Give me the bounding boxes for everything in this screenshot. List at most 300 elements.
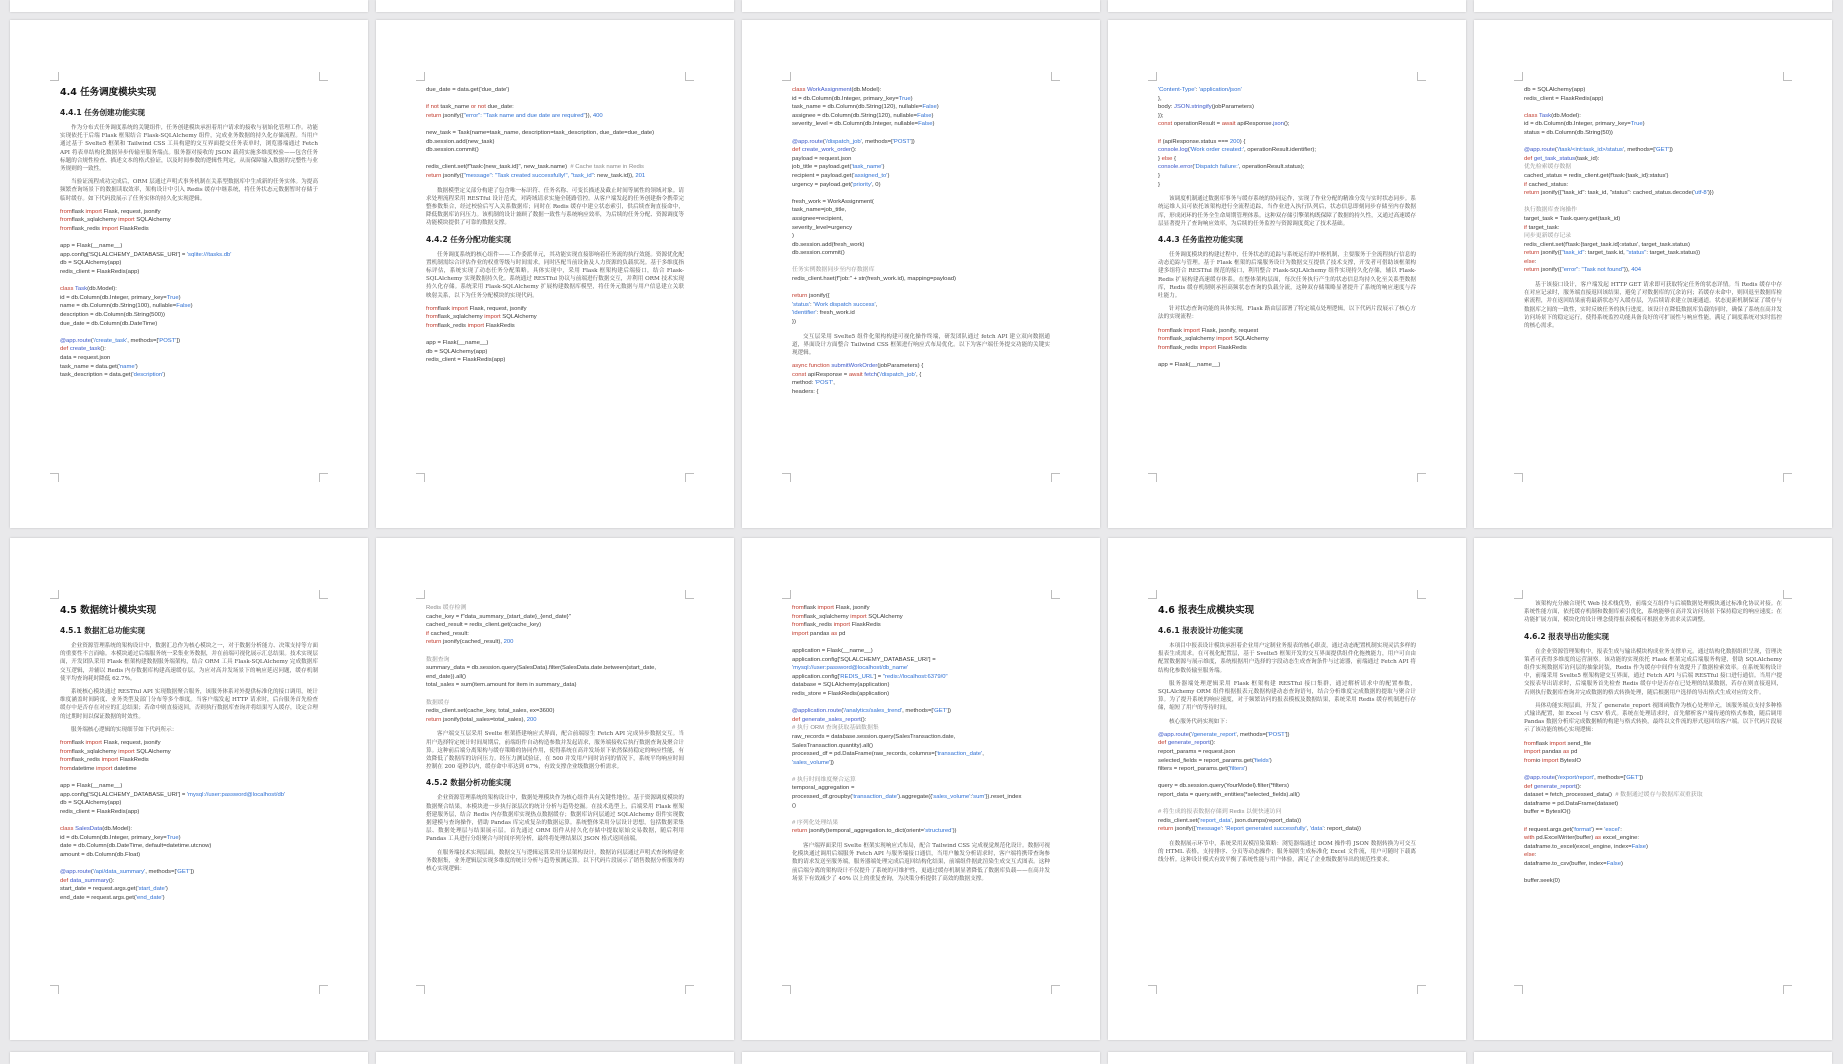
code-token: }, bbox=[1158, 95, 1162, 102]
code-token: redis_client.set(f'task:{target_task.id}:status', target_task.status) bbox=[1524, 241, 1690, 248]
code-token: body: bbox=[1158, 104, 1175, 111]
code-token: send_file bbox=[1565, 740, 1592, 747]
code-token: from bbox=[60, 740, 72, 747]
document-page-10[interactable] bbox=[1474, 538, 1832, 1040]
code-token: )}) bbox=[1707, 190, 1714, 197]
code-token: ]) bbox=[911, 138, 915, 145]
code-line bbox=[426, 103, 684, 112]
code-token: : bbox=[809, 301, 814, 308]
code-line bbox=[1158, 155, 1416, 164]
code-token: 'GET' bbox=[1625, 775, 1640, 782]
code-line bbox=[426, 331, 684, 340]
subsection-heading: 4.4.1 任务创建功能实现 bbox=[60, 108, 146, 117]
code-token: task_name=job_title, bbox=[792, 207, 847, 214]
code-token: def bbox=[60, 877, 69, 884]
code-token: True bbox=[898, 95, 911, 102]
code-line bbox=[1524, 266, 1782, 275]
code-token: : target_task.id, bbox=[1584, 250, 1627, 257]
code-token: pd bbox=[1569, 749, 1578, 756]
code-line bbox=[60, 842, 318, 851]
code-line bbox=[60, 208, 318, 217]
code-line bbox=[1524, 112, 1782, 121]
code-line bbox=[1158, 808, 1416, 817]
code-token: False bbox=[918, 121, 933, 128]
code-line bbox=[792, 690, 1050, 699]
code-line bbox=[426, 656, 684, 665]
code-line bbox=[426, 356, 684, 365]
code-token: , methods=[ bbox=[127, 337, 159, 344]
code-token: jsonify({ bbox=[441, 112, 464, 119]
code-line bbox=[60, 756, 318, 765]
code-token: : bbox=[1620, 826, 1622, 833]
code-line bbox=[792, 647, 1050, 656]
code-token: as bbox=[1594, 835, 1602, 842]
code-token: import bbox=[1524, 749, 1541, 756]
code-token: , json.dumps(report_data)) bbox=[1231, 817, 1302, 824]
code-token: if not bbox=[426, 104, 439, 111]
page-strip-top-3 bbox=[742, 0, 1100, 12]
code-token: redis_client.set( bbox=[1158, 817, 1200, 824]
document-page-9[interactable] bbox=[1108, 538, 1466, 1040]
code-line bbox=[1524, 138, 1782, 147]
code-token: @app.route bbox=[1524, 775, 1555, 782]
code-token: def bbox=[792, 716, 801, 723]
page-content bbox=[792, 600, 1050, 984]
code-token: app.config['SQLALCHEMY_DATABASE_URI'] = bbox=[60, 251, 187, 258]
code-line bbox=[426, 707, 684, 716]
code-token: 'Report generated successfully' bbox=[1225, 826, 1307, 833]
code-line bbox=[426, 163, 684, 172]
code-token: "redis://localhost:6379/0" bbox=[882, 673, 948, 680]
code-line bbox=[792, 742, 1050, 751]
body-paragraph: 任务调度系统的核心组件——工作委派单元，其功能实现直接影响着任务流的执行效能。资源优化配置机制需综合评估作业的权重等级与时间需求，同时匹配当前设备及人力资源的负载状况。基于多维度指标评估，系统实现了动态任务分配策略。具体实现中，采用 Flask 框架构建后端接口，结合 Flask-SQLAlchemy 实现数据持久化。系统通过 RESTful 协议与前端进行数据交互，并利用 ORM 技术实现持久化存储。系统采用 Flask-SQLAlchemy 扩展构建数据库模型，将任务元数据与用户信息建立关联映射关系，以下为任务分配模块的实现代码。 bbox=[426, 251, 684, 299]
code-token: pandas bbox=[1540, 749, 1563, 756]
code-line bbox=[60, 285, 318, 294]
code-token: 'excel' bbox=[1604, 826, 1621, 833]
code-line bbox=[426, 146, 684, 155]
code-token: 'identifier' bbox=[792, 310, 817, 317]
code-token: } bbox=[1158, 181, 1160, 188]
code-line bbox=[426, 673, 684, 682]
code-block bbox=[426, 604, 684, 724]
code-token: @application.route bbox=[792, 708, 842, 715]
code-token: @app.route bbox=[792, 138, 823, 145]
code-token: ) bbox=[163, 372, 166, 379]
code-token: import bbox=[1542, 757, 1559, 764]
section-heading: 4.6 报表生成模块实现 bbox=[1158, 605, 1255, 616]
code-line bbox=[1524, 843, 1782, 852]
code-token: db = SQLAlchemy(app) bbox=[60, 800, 122, 807]
page-strip-bottom-5 bbox=[1474, 1052, 1832, 1064]
code-token: ]) bbox=[1639, 775, 1644, 782]
code-token: '/analytics/sales_trend' bbox=[843, 708, 903, 715]
document-page-4[interactable] bbox=[1108, 20, 1466, 528]
code-token: , operationResult.identifier); bbox=[1243, 147, 1317, 154]
code-token: const bbox=[792, 371, 807, 378]
code-token: target_task = Task.query.get(task_id) bbox=[1524, 215, 1621, 222]
body-paragraph: 该架构充分融合现代 Web 技术栈优势，前端交互组件与后端数据处理模块通过标准化协议对接。在系统性能方面，依托缓存机制和数据库索引优化，系统能够在高并发访问场景下保持稳定的响应速度；在功能扩展方面，模块化的设计理念使得报表模板可根据业务需求灵活调整。 bbox=[1524, 601, 1782, 624]
code-token: }); bbox=[1158, 112, 1164, 119]
code-token: status = db.Column(db.String(50)) bbox=[1524, 129, 1613, 136]
code-token: date = db.Column(db.DateTime, default=datetime.utcnow) bbox=[60, 843, 212, 850]
code-token: pandas bbox=[808, 630, 831, 637]
code-token: return bbox=[1524, 250, 1540, 257]
code-token: due_date = data.get('due_date') bbox=[426, 87, 510, 93]
code-block bbox=[60, 208, 318, 380]
code-token: ) bbox=[135, 363, 138, 370]
code-token: FlaskRedis bbox=[117, 226, 149, 233]
code-token: class bbox=[1524, 112, 1538, 119]
code-token: 200 bbox=[526, 716, 537, 723]
code-token: redis_client = FlaskRedis(app) bbox=[1524, 95, 1604, 102]
subsection-heading: 4.6.1 报表设计功能实现 bbox=[1158, 626, 1244, 635]
code-line bbox=[60, 234, 318, 243]
code-line bbox=[792, 379, 1050, 388]
code-token: : bbox=[1534, 258, 1537, 265]
code-token: ( bbox=[90, 337, 93, 344]
code-token: from bbox=[426, 305, 438, 312]
code-block bbox=[1158, 86, 1416, 189]
code-token: 200 bbox=[1229, 138, 1240, 145]
body-paragraph: 本项目中报表设计模块承担着企业用户定制业务报表的核心职责，通过动态配置机制实现灵活多样的报表生成需求。在可视化配置层，基于 Svelte5 框架开发的交互界面提供组件化拖拽能力，用户可自由配置数据源与展示维度，系统根据用户选择的字段动态生成查询条件与过滤器，前端通过 Fetch API 将结构化参数传输至服务端。 bbox=[1158, 643, 1416, 674]
code-token: flask_redis bbox=[803, 622, 834, 629]
code-token: { bbox=[1172, 155, 1177, 162]
code-token: import bbox=[118, 217, 135, 224]
code-line bbox=[792, 664, 1050, 673]
code-token: dataset = fetch_processed_data() bbox=[1524, 792, 1616, 799]
code-token: 'POST' bbox=[158, 337, 177, 344]
code-line bbox=[1524, 783, 1782, 792]
code-token: if bbox=[1524, 224, 1527, 231]
code-token: name = db.Column(db.String(100), nullable= bbox=[60, 303, 177, 310]
code-line bbox=[792, 793, 1050, 802]
code-line bbox=[426, 348, 684, 357]
code-line bbox=[792, 604, 1050, 613]
code-line bbox=[792, 301, 1050, 310]
code-token: 'POST' bbox=[814, 380, 834, 387]
document-page-5[interactable] bbox=[1474, 20, 1832, 528]
code-token: ( bbox=[1187, 147, 1190, 154]
code-token: , bbox=[1306, 826, 1310, 833]
code-token: Flask, request, jsonify bbox=[101, 208, 161, 215]
code-token: 同步更新缓存记录 bbox=[1524, 233, 1572, 240]
code-token: import bbox=[1183, 327, 1200, 334]
code-token: class bbox=[60, 825, 74, 832]
code-token: flask bbox=[437, 305, 452, 312]
code-block bbox=[1158, 731, 1416, 834]
code-block bbox=[1158, 327, 1416, 370]
code-token: as bbox=[1562, 749, 1570, 756]
code-token: , bbox=[833, 380, 835, 387]
code-token: urgency = payload.get( bbox=[792, 181, 853, 188]
code-token: 'format' bbox=[1573, 826, 1593, 833]
code-token: (): bbox=[1575, 783, 1582, 790]
code-token: application = Flask(__name__) bbox=[792, 647, 873, 654]
code-token: ) bbox=[932, 121, 935, 128]
code-token: : bbox=[970, 794, 973, 801]
code-token: import bbox=[792, 630, 809, 637]
code-line bbox=[792, 733, 1050, 742]
code-token: from bbox=[1158, 327, 1170, 334]
code-token: # 执行时间维度聚合运算 bbox=[792, 776, 856, 783]
code-token: buffer.seek(0) bbox=[1524, 878, 1560, 885]
code-token: ( bbox=[1554, 147, 1557, 154]
code-token: SQLAlchemy bbox=[866, 613, 903, 620]
code-token: import bbox=[85, 740, 102, 747]
code-line bbox=[792, 103, 1050, 112]
code-line bbox=[60, 825, 318, 834]
code-token: } bbox=[1158, 172, 1160, 179]
code-line bbox=[1158, 327, 1416, 336]
code-line bbox=[792, 759, 1050, 768]
code-token: jsonify({ bbox=[1539, 267, 1562, 274]
code-token: (db.Model): bbox=[851, 87, 882, 93]
code-token: import bbox=[817, 605, 834, 611]
code-token: '/generate_report' bbox=[1190, 731, 1237, 738]
code-token: }) bbox=[792, 319, 796, 326]
code-token: Flask, jsonify bbox=[833, 605, 870, 611]
subsection-heading: 4.6.2 报表导出功能实现 bbox=[1524, 631, 1610, 641]
code-token: flask bbox=[1535, 740, 1550, 747]
code-line bbox=[792, 827, 1050, 836]
code-token: flask_sqlalchemy bbox=[1169, 336, 1217, 343]
code-line bbox=[1524, 215, 1782, 224]
code-line bbox=[792, 112, 1050, 121]
document-page-6[interactable] bbox=[10, 538, 368, 1040]
code-token: , methods=[ bbox=[145, 868, 177, 875]
code-line bbox=[1524, 808, 1782, 817]
code-token: import bbox=[96, 765, 113, 772]
code-token: severity_level = db.Column(db.Integer, nullable= bbox=[792, 121, 919, 128]
code-token: return bbox=[426, 112, 442, 119]
code-token: 'GET' bbox=[933, 708, 948, 715]
code-token: SalesTransaction.quantity).all() bbox=[792, 742, 873, 749]
code-line bbox=[1524, 198, 1782, 207]
code-token: , 0) bbox=[872, 181, 881, 188]
code-token: app = Flask(__name__) bbox=[426, 340, 489, 347]
code-token: 'sqlite:///tasks.db' bbox=[186, 251, 232, 258]
code-token: db.session.commit() bbox=[426, 147, 479, 154]
code-token: jsonify({ bbox=[807, 293, 830, 300]
code-token: jsonify({ bbox=[1173, 826, 1196, 833]
code-token: 'end_date' bbox=[135, 894, 163, 901]
code-line bbox=[1158, 825, 1416, 834]
page-strip-bottom-4 bbox=[1108, 1052, 1466, 1064]
code-token: (): bbox=[100, 346, 106, 353]
code-token: : bbox=[1221, 826, 1226, 833]
code-token: redis_client.hset(f"job:" + str(fresh_work.id), mapping=payload) bbox=[792, 276, 956, 283]
code-token: get_task_status bbox=[1533, 155, 1576, 162]
code-line bbox=[60, 748, 318, 757]
code-token: filters = report_params.get( bbox=[1158, 766, 1229, 773]
code-line bbox=[792, 388, 1050, 397]
code-token: , methods=[ bbox=[861, 138, 893, 145]
page-strip-top-1 bbox=[10, 0, 368, 12]
code-token: # 执行 ORM 查询获取基础数据集 bbox=[792, 725, 879, 732]
code-token: , methods=[ bbox=[902, 708, 934, 715]
code-token: from bbox=[426, 322, 438, 329]
code-token: id = db.Column(db.Integer, primary_key= bbox=[792, 95, 899, 102]
code-line bbox=[1158, 138, 1416, 147]
code-token: FlaskRedis bbox=[849, 622, 881, 629]
code-token: ) bbox=[1642, 121, 1645, 128]
code-line bbox=[792, 613, 1050, 622]
code-line bbox=[1524, 826, 1782, 835]
code-token: 'priority' bbox=[852, 181, 873, 188]
code-line bbox=[1524, 155, 1782, 164]
code-token: db = SQLAlchemy(app) bbox=[1524, 87, 1586, 93]
code-token: import bbox=[85, 208, 102, 215]
code-token: due_date: bbox=[485, 104, 514, 111]
code-token: or not bbox=[470, 104, 486, 111]
code-token: flask_sqlalchemy bbox=[71, 217, 119, 224]
subsection-heading: 4.4.3 任务监控功能实现 bbox=[1158, 234, 1244, 244]
code-line bbox=[1524, 120, 1782, 129]
code-token: ( bbox=[822, 138, 825, 145]
code-token: 'structured' bbox=[924, 828, 953, 835]
subsection-heading: 4.5.1 数据汇总功能实现 bbox=[60, 626, 146, 635]
code-token: (apiResponse.status === bbox=[1160, 138, 1230, 145]
code-token: import bbox=[451, 305, 468, 312]
code-line bbox=[792, 224, 1050, 233]
code-token: }).reset_index bbox=[985, 794, 1022, 801]
code-token: return bbox=[426, 639, 442, 646]
code-line bbox=[1158, 782, 1416, 791]
code-token: redis_client = FlaskRedis(app) bbox=[60, 268, 140, 275]
code-line bbox=[792, 292, 1050, 301]
document-page-7[interactable] bbox=[376, 538, 734, 1040]
code-line bbox=[1158, 739, 1416, 748]
code-token: json bbox=[1273, 121, 1284, 128]
code-token: 数据查询 bbox=[426, 656, 450, 663]
code-token: if bbox=[1524, 181, 1527, 188]
code-token: assignee = db.Column(db.String(120), nullable= bbox=[792, 112, 918, 119]
code-line bbox=[60, 894, 318, 903]
code-token: , operationResult.status); bbox=[1238, 164, 1305, 171]
code-line bbox=[792, 275, 1050, 284]
code-line bbox=[792, 266, 1050, 275]
code-token: else bbox=[1524, 852, 1535, 859]
code-token: 404 bbox=[1631, 267, 1642, 274]
code-token: amount = db.Column(db.Float) bbox=[60, 851, 141, 858]
subsection-heading: 4.5.2 数据分析功能实现 bbox=[426, 778, 512, 788]
code-token: const bbox=[1158, 121, 1173, 128]
code-token: 'sum' bbox=[972, 794, 986, 801]
code-token: , methods=[ bbox=[1594, 775, 1626, 782]
code-token: return bbox=[1524, 267, 1540, 274]
code-line bbox=[1158, 112, 1416, 121]
code-block bbox=[426, 305, 684, 365]
code-token: generate_sales_report bbox=[801, 716, 861, 723]
code-line bbox=[60, 268, 318, 277]
page-strip-top-4 bbox=[1108, 0, 1466, 12]
body-paragraph: 客户端界面采用 Svelte 框架实现响应式布局，配合 Tailwind CSS 完成视觉规范化设计。数据可视化模块通过调用后端服务 Fetch API 与服务端接口通信，当用户触发分析请求时，客户端将携带查询参数的请求发送至服务端，服务器端处理完成后返回结构化结果，前端组件据此渲染生成交互式图表。这种前后端分离的架构设计不仅提升了系统的可维护性，更通过缓存机制显著降低了数据库负载——在高并发场景下有效减少了 40% 以上的重复查询，为决策分析提供了高效的数据支撑。 bbox=[792, 843, 1050, 882]
code-token: () bbox=[792, 802, 796, 809]
code-token: redis_client.set(cache_key, total_sales, ex=3600) bbox=[426, 708, 555, 715]
code-line bbox=[1158, 103, 1416, 112]
code-line bbox=[1524, 172, 1782, 181]
code-token: def bbox=[1524, 155, 1533, 162]
code-line bbox=[792, 95, 1050, 104]
code-token: datetime bbox=[112, 765, 137, 772]
code-token: db.session.commit() bbox=[792, 250, 845, 257]
code-token: summary_data = db.session.query(SalesData).filter(SalesData.date.between(start_date, bbox=[426, 665, 657, 672]
document-page-3[interactable] bbox=[742, 20, 1100, 528]
code-token: report_data = query.with_entities(*selected_fields).all() bbox=[1158, 791, 1300, 798]
code-token: def bbox=[1158, 740, 1167, 747]
code-line bbox=[1158, 748, 1416, 757]
code-line bbox=[1524, 189, 1782, 198]
code-line bbox=[426, 681, 684, 690]
body-paragraph: 在数据展示环节中，系统采用双模渲染策略：浏览器端通过 DOM 操作将 JSON 数据转换为可交互的 HTML 表格，支持排序、分页等动态操作；服务端则生成标准化 Excel 文件流，用户可随时下载离线分析。这种设计模式有效平衡了系统性能与用户体验，满足了企业级数据导出的规范性要求。 bbox=[1158, 840, 1416, 864]
code-token: flask bbox=[1169, 327, 1184, 334]
code-line bbox=[792, 232, 1050, 241]
code-token: 'GET' bbox=[1654, 147, 1670, 154]
document-page-8[interactable] bbox=[742, 538, 1100, 1040]
code-token: ) bbox=[1645, 843, 1648, 850]
code-token: 'Work order created:' bbox=[1189, 147, 1244, 154]
code-token: 'status' bbox=[792, 301, 810, 308]
code-line bbox=[60, 773, 318, 782]
code-token: , methods=[ bbox=[1236, 731, 1268, 738]
code-token: await bbox=[1221, 121, 1236, 128]
body-paragraph: 客户端交互层采用 Svelte 框架搭建响应式界面，配合前端原生 Fetch API 完成异步数据交互。当用户选择特定统计时间周期后，前端组件自动构造参数并发起请求，服务端接收后执行数据查询及聚合计算。这种前后端分离架构与缓存策略的协同作用，使得系统在高并发场景下依然保持稳定的响应性能，有效降低了数据库的访问压力。经压力测试验证，在 500 并发用户同时访问的情况下，系统平均响应时间控制在 200 毫秒以内，缓存命中率达到 67%，有效支撑企业级数据分析需求。 bbox=[426, 731, 684, 771]
code-token: from bbox=[792, 605, 804, 611]
code-line bbox=[1524, 146, 1782, 155]
code-token: SQLAlchemy bbox=[134, 217, 171, 224]
code-line bbox=[60, 251, 318, 260]
code-token: Task bbox=[74, 286, 88, 293]
code-line bbox=[1524, 740, 1782, 749]
body-paragraph: 基于该接口设计，客户端发起 HTTP GET 请求即可获取特定任务的状态详情。当 Redis 缓存中存在对应记录时，服务端直接返回该结果，避免了对数据库的冗余访问；若缓存未命中，则回退至数据库检索流程，并在返回结果前将最新状态写入缓存层，为后续请求建立加速通道。状态更新机制保证了缓存与数据库之间的一致性，实时反映任务的执行进度。该设计在降低数据库负载的同时，确保了系统在高并发访问场景下的稳定运行，使得系统监控功能具备良好的可扩展性与响应性能，满足了调度系统对实时监控的核心需求。 bbox=[1524, 282, 1782, 330]
code-line bbox=[792, 189, 1050, 198]
code-token: def bbox=[792, 147, 801, 154]
document-page-2[interactable] bbox=[376, 20, 734, 528]
code-token: redis_client.set(f"task:{new_task.id}", new_task.name) bbox=[426, 164, 571, 171]
code-token: from bbox=[1158, 344, 1170, 351]
code-line bbox=[792, 318, 1050, 327]
code-line bbox=[792, 206, 1050, 215]
code-line bbox=[1158, 352, 1416, 361]
page-content bbox=[60, 82, 318, 472]
document-page-1[interactable] bbox=[10, 20, 368, 528]
code-token: redis_client = FlaskRedis(app) bbox=[60, 808, 140, 815]
code-token: jsonify(temporal_aggregation.to_dict(orient= bbox=[807, 828, 925, 835]
code-token: False bbox=[176, 303, 191, 310]
code-token: redis_store = FlaskRedis(application) bbox=[792, 690, 890, 697]
code-line bbox=[60, 242, 318, 251]
code-token: flask bbox=[803, 605, 818, 611]
code-token: from bbox=[1524, 740, 1536, 747]
code-token: redis_client = FlaskRedis(app) bbox=[426, 357, 506, 364]
code-token: severity_level=urgency bbox=[792, 224, 853, 231]
body-paragraph: 数据模型定义部分构建了包含唯一标识符、任务名称、可变长描述及截止时间等属性的领域对象。请求处理流程采用 RESTful 设计范式，对跨域请求实施全链路管控。从客户端发起的任务创建指令携带完整参数集合，经过校验后写入关系数据库；同时在 Redis 缓存中建立状态索引，供后续查询直接命中，降低数据库访问压力。该机制的设计兼顾了数据一致性与系统响应效率，为后续的任务分配、资源调度等功能模块提供了可靠的数据支撑。 bbox=[426, 187, 684, 227]
code-line bbox=[792, 776, 1050, 785]
code-token: description = db.Column(db.String(500)) bbox=[60, 311, 165, 318]
code-token: : target_task.status}) bbox=[1646, 250, 1701, 257]
code-token: : bbox=[1195, 87, 1199, 93]
code-token: headers: { bbox=[792, 389, 819, 396]
code-token: app = Flask(__name__) bbox=[60, 783, 123, 789]
code-token: 'assigned_to' bbox=[853, 172, 888, 179]
code-line bbox=[792, 181, 1050, 190]
code-token: selected_fields = report_params.get( bbox=[1158, 757, 1254, 764]
code-token: import bbox=[484, 314, 501, 321]
code-token: with bbox=[1524, 835, 1535, 842]
code-token: operationResult = bbox=[1172, 121, 1222, 128]
code-token: dataframe.to_excel(excel_engine, index= bbox=[1524, 843, 1632, 850]
code-line bbox=[792, 284, 1050, 293]
